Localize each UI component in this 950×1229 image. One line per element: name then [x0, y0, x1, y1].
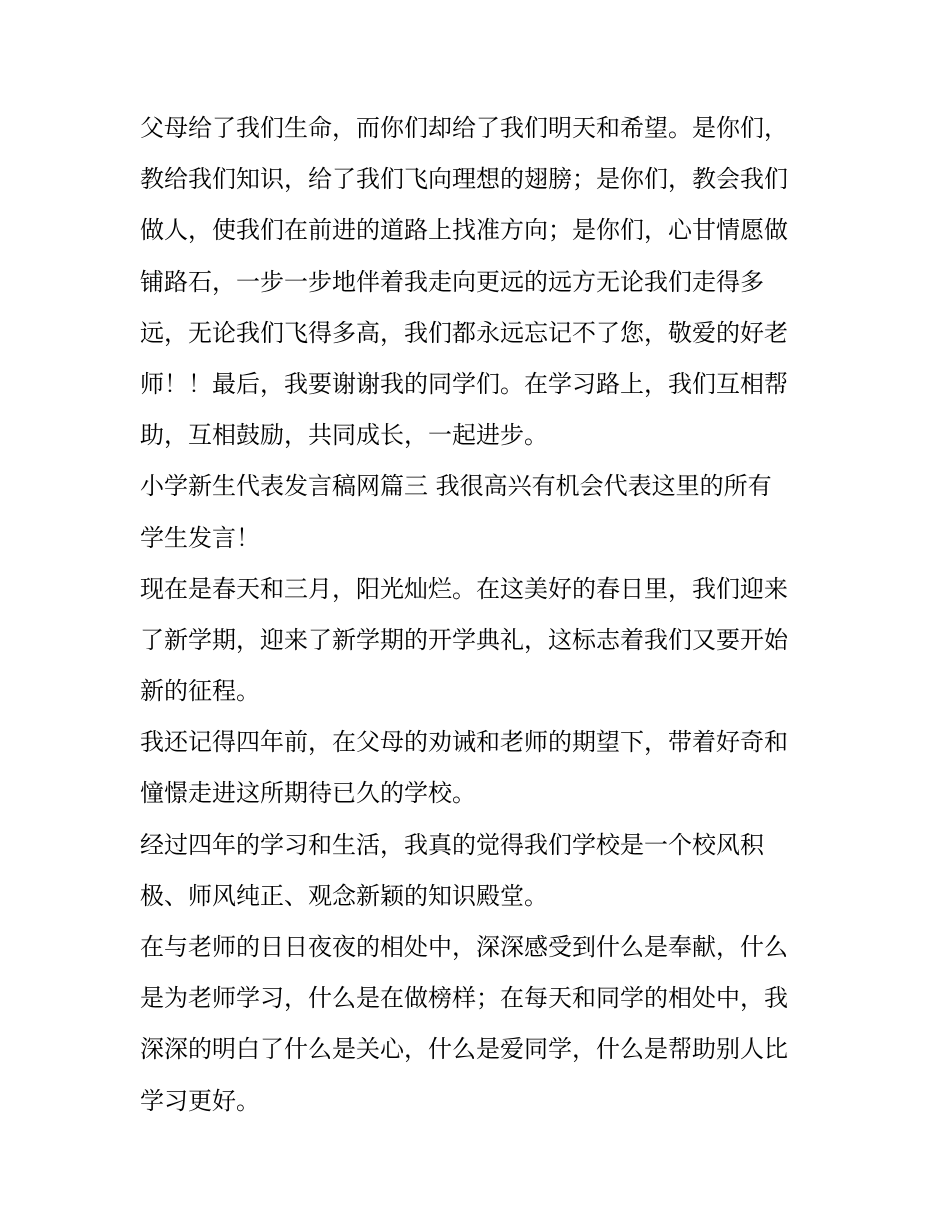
text-line: 新的征程。 [140, 677, 260, 706]
text-line: 远，无论我们飞得多高，我们都永远忘记不了您，敬爱的好老 [140, 318, 788, 347]
text-line: 学生发言！ [140, 523, 260, 552]
text-line: 极、师风纯正、观念新颖的知识殿堂。 [140, 881, 548, 910]
text-line: 师！！最后，我要谢谢我的同学们。在学习路上，我们互相帮 [140, 369, 788, 398]
text-line: 是为老师学习，什么是在做榜样；在每天和同学的相处中，我 [140, 984, 788, 1013]
text-line: 了新学期，迎来了新学期的开学典礼，这标志着我们又要开始 [140, 625, 788, 654]
text-line: 做人，使我们在前进的道路上找准方向；是你们，心甘情愿做 [140, 216, 788, 245]
text-line: 我还记得四年前，在父母的劝诫和老师的期望下，带着好奇和 [140, 728, 788, 757]
text-line: 父母给了我们生命，而你们却给了我们明天和希望。是你们， [140, 114, 788, 142]
text-line: 学习更好。 [140, 1086, 260, 1115]
text-line: 在与老师的日日夜夜的相处中，深深感受到什么是奉献，什么 [140, 933, 788, 961]
text-line: 深深的明白了什么是关心，什么是爱同学，什么是帮助别人比 [140, 1035, 788, 1064]
text-line: 憧憬走进这所期待已久的学校。 [140, 779, 476, 808]
text-line: 经过四年的学习和生活，我真的觉得我们学校是一个校风积 [140, 830, 764, 859]
text-line: 现在是春天和三月，阳光灿烂。在这美好的春日里，我们迎来 [140, 574, 788, 603]
text-line: 小学新生代表发言稿网篇三 我很高兴有机会代表这里的所有 [140, 472, 772, 501]
text-line: 铺路石，一步一步地伴着我走向更远的远方无论我们走得多 [140, 267, 764, 296]
text-line: 教给我们知识，给了我们飞向理想的翅膀；是你们，教会我们 [140, 165, 788, 194]
text-line: 助，互相鼓励，共同成长，一起进步。 [140, 421, 548, 450]
body-text [140, 103, 820, 1127]
